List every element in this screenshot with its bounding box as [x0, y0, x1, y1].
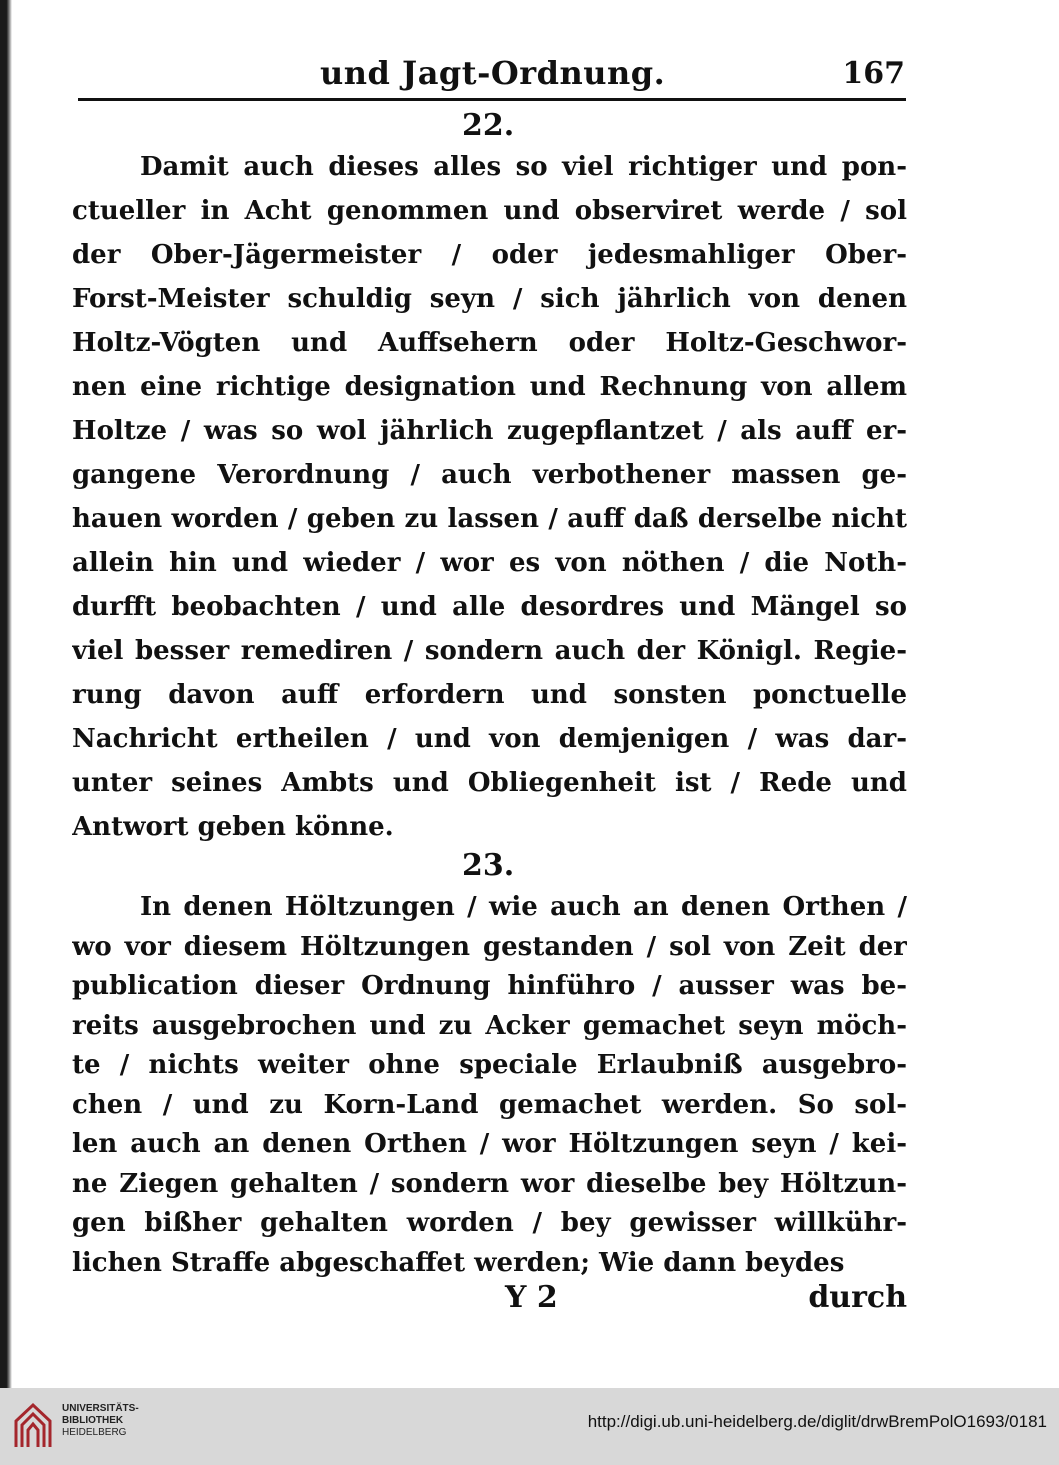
text-line: allein hin und wieder / wor es von nöthen / die Noth- [72, 548, 907, 578]
text-line: ne Ziegen gehalten / sondern wor dieselbe bey Höltzun- [72, 1168, 907, 1199]
text-line: gangene Verordnung / auch verbothener massen ge- [72, 460, 907, 490]
text-line: len auch an denen Orthen / wor Höltzungen seyn / kei- [72, 1129, 907, 1159]
text-line: rung davon auff erfordern und sonsten ponctuelle [72, 680, 907, 710]
section-number-22: 22. [462, 108, 515, 143]
text-line: Forst-Meister schuldig seyn / sich jährlich von denen [72, 284, 907, 314]
library-logo-icon [12, 1401, 54, 1451]
text-line: In denen Höltzungen / wie auch an denen Orthen / [140, 892, 907, 922]
signature-mark: Y 2 [505, 1280, 558, 1315]
text-line: Antwort geben könne. [72, 812, 394, 842]
text-line: chen / und zu Korn-Land gemachet werden. So sol- [72, 1089, 907, 1120]
text-line: wo vor diesem Höltzungen gestanden / sol von Zeit der [72, 931, 907, 962]
library-logo-text [62, 1403, 139, 1439]
section-number-23: 23. [462, 848, 515, 883]
logo-line: BIBLIOTHEK [62, 1415, 124, 1426]
running-title: und Jagt-Ordnung. [320, 54, 666, 92]
text-line: Nachricht ertheilen / und von demjenigen / was dar- [72, 724, 907, 754]
text-line: lichen Straffe abgeschaffet werden; Wie dann beydes [72, 1247, 845, 1278]
header-rule [78, 98, 906, 101]
book-gutter-shadow [0, 0, 12, 1388]
text-line: te / nichts weiter ohne speciale Erlaubniß ausgebro- [72, 1050, 907, 1080]
page-header [80, 52, 905, 98]
logo-line: UNIVERSITÄTS- [62, 1403, 139, 1414]
page-number: 167 [842, 56, 905, 91]
text-line: Holtz-Vögten und Auffsehern oder Holtz-Geschwor- [72, 328, 907, 358]
text-line: hauen worden / geben zu lassen / auff daß derselbe nicht [72, 504, 907, 534]
text-line: unter seines Ambts und Obliegenheit ist / Rede und [72, 768, 907, 798]
catchword: durch [808, 1280, 907, 1315]
text-line: ctueller in Acht genommen und observiret werde / sol [72, 196, 907, 226]
text-line: nen eine richtige designation und Rechnung von allem [72, 372, 907, 402]
text-line: durfft beobachten / und alle desordres und Mängel so [72, 592, 907, 622]
text-line: gen bißher gehalten worden / bey gewisser willkühr- [72, 1208, 907, 1238]
viewer-footer [0, 1388, 1059, 1465]
text-line: Damit auch dieses alles so viel richtiger und pon- [140, 152, 907, 182]
text-line: der Ober-Jägermeister / oder jedesmahliger Ober- [72, 240, 907, 270]
text-line: publication dieser Ordnung hinführo / ausser was be- [72, 971, 907, 1001]
text-line: Holtze / was so wol jährlich zugepflantzet / als auff er- [72, 416, 907, 446]
permalink-url[interactable]: http://digi.ub.uni-heidelberg.de/diglit/drwBremPolO1693/0181 [587, 1412, 1047, 1431]
text-line: viel besser remediren / sondern auch der Königl. Regie- [72, 636, 907, 666]
logo-line: HEIDELBERG [62, 1427, 127, 1438]
text-line: reits ausgebrochen und zu Acker gemachet seyn möch- [72, 1010, 907, 1041]
